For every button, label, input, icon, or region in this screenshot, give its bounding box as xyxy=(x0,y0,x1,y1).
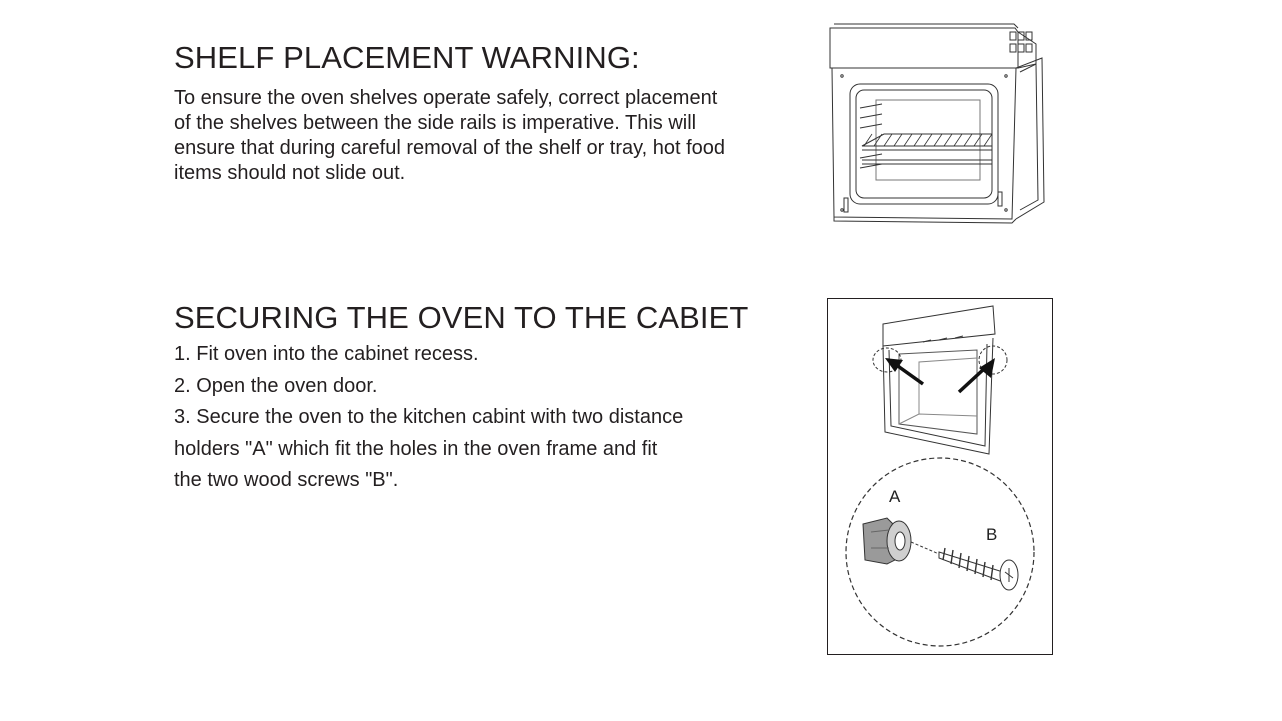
oven-shelves-illustration xyxy=(820,12,1060,232)
list-item: holders "A" which fit the holes in the oven frame and fit xyxy=(174,437,658,460)
securing-oven-title: SECURING THE OVEN TO THE CABIET xyxy=(174,300,749,335)
list-item: the two wood screws "B". xyxy=(174,469,399,491)
securing-steps-list xyxy=(174,339,683,497)
part-b-label: B xyxy=(986,525,998,544)
part-a-label: A xyxy=(889,487,901,506)
shelf-warning-line: of the shelves between the side rails is imperative. This will xyxy=(174,112,697,134)
list-item: 1. Fit oven into the cabinet recess. xyxy=(174,343,479,365)
distance-holder-a xyxy=(863,518,911,564)
shelf-warning-line: items should not slide out. xyxy=(174,162,406,184)
shelf-warning-body xyxy=(174,86,764,186)
list-item: 2. Open the oven door. xyxy=(174,374,378,397)
list-item: 3. Secure the oven to the kitchen cabint with two distance xyxy=(174,406,684,428)
shelf-warning-line: To ensure the oven shelves operate safely, correct placement xyxy=(174,87,718,109)
oven-securing-illustration xyxy=(827,298,1053,655)
shelf-warning-title: SHELF PLACEMENT WARNING: xyxy=(174,40,640,75)
shelf-warning-line: ensure that during careful removal of the shelf or tray, hot food xyxy=(174,137,726,159)
